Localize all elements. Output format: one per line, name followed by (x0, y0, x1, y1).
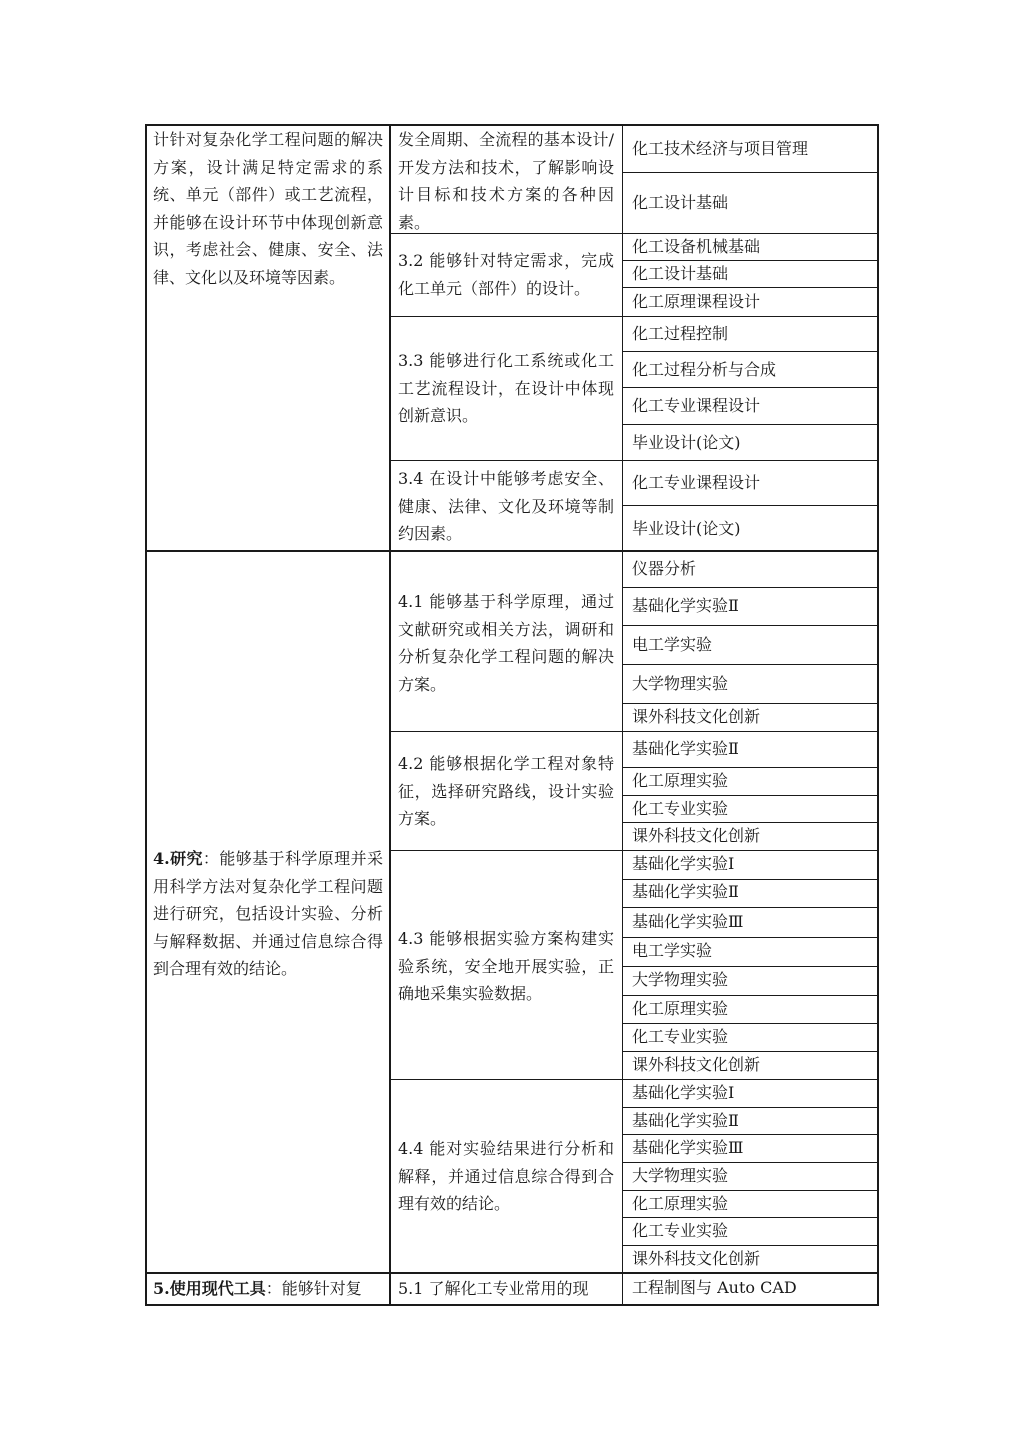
course-divider (622, 172, 879, 173)
indicator-3-3-text: 3.3 能够进行化工系统或化工工艺流程设计，在设计中体现创新意识。 (398, 351, 614, 425)
course-cell: 毕业设计(论文) (632, 433, 741, 452)
course-divider (622, 1190, 879, 1191)
column-divider-1 (389, 124, 391, 1306)
course-cell: 课外科技文化创新 (632, 707, 761, 726)
course-divider (622, 505, 879, 506)
indicator-divider (389, 316, 879, 317)
indicator-divider (389, 1079, 879, 1080)
course-cell: 基础化学实验Ⅲ (632, 1138, 744, 1157)
course-cell: 化工设备机械基础 (632, 237, 761, 256)
course-divider (622, 1245, 879, 1246)
course-divider (622, 1217, 879, 1218)
course-cell: 仪器分析 (632, 559, 697, 578)
course-divider (622, 879, 879, 880)
course-cell: 工程制图与 Auto CAD (632, 1278, 797, 1297)
course-cell: 化工设计基础 (632, 193, 729, 212)
course-cell: 化工专业实验 (632, 1027, 729, 1046)
course-cell: 课外科技文化创新 (632, 1249, 761, 1268)
course-divider (622, 703, 879, 704)
course-divider (622, 260, 879, 261)
course-cell: 毕业设计(论文) (632, 519, 741, 538)
requirement-3-text: 计针对复杂化学工程问题的解决方案，设计满足特定需求的系统、单元（部件）或工艺流程，并能够在设计环节中体现创新意识，考虑社会、健康、安全、法律、文化以及环境等因素。 (153, 130, 383, 287)
course-cell: 基础化学实验Ⅱ (632, 596, 739, 615)
indicator-3-1-text: 发全周期、全流程的基本设计/开发方法和技术，了解影响设计目标和技术方案的各种因素。 (398, 130, 614, 232)
requirement-4-body: ：能够基于科学原理并采用科学方法对复杂化学工程问题进行研究，包括设计实验、分析与解释数据、并通过信息综合得到合理有效的结论。 (153, 849, 383, 978)
table-border-bottom (145, 1304, 879, 1306)
course-cell: 大学物理实验 (632, 1166, 729, 1185)
indicator-4-2-text: 4.2 能够根据化学工程对象特征，选择研究路线，设计实验方案。 (398, 754, 614, 828)
course-cell: 化工专业课程设计 (632, 396, 761, 415)
requirement-5-body: ：能够针对复 (265, 1279, 362, 1298)
course-cell: 化工原理实验 (632, 771, 729, 790)
requirement-5-title: 5.使用现代工具 (153, 1279, 266, 1298)
indicator-divider (389, 850, 879, 851)
course-divider (622, 907, 879, 908)
course-cell: 课外科技文化创新 (632, 1055, 761, 1074)
indicator-4-4-text: 4.4 能对实验结果进行分析和解释，并通过信息综合得到合理有效的结论。 (398, 1139, 614, 1213)
course-cell: 电工学实验 (632, 635, 713, 654)
course-divider (622, 995, 879, 996)
course-divider (622, 937, 879, 938)
course-divider (622, 1134, 879, 1135)
course-cell: 化工专业实验 (632, 799, 729, 818)
course-divider (622, 287, 879, 288)
course-divider (622, 1162, 879, 1163)
course-divider (622, 1051, 879, 1052)
course-divider (622, 795, 879, 796)
course-divider (622, 664, 879, 665)
course-divider (622, 587, 879, 588)
course-cell: 化工原理实验 (632, 999, 729, 1018)
course-cell: 电工学实验 (632, 941, 713, 960)
indicator-3-2-text: 3.2 能够针对特定需求，完成化工单元（部件）的设计。 (398, 251, 614, 298)
indicator-4-3-text: 4.3 能够根据实验方案构建实验系统，安全地开展实验，正确地采集实验数据。 (398, 929, 614, 1003)
course-cell: 基础化学实验Ⅰ (632, 1083, 735, 1102)
indicator-divider (389, 460, 879, 461)
course-cell: 大学物理实验 (632, 674, 729, 693)
course-cell: 基础化学实验Ⅱ (632, 739, 739, 758)
course-cell: 化工原理实验 (632, 1194, 729, 1213)
course-divider (622, 387, 879, 388)
course-cell: 大学物理实验 (632, 970, 729, 989)
course-divider (622, 822, 879, 823)
indicator-3-4-text: 3.4 在设计中能够考虑安全、健康、法律、文化及环境等制约因素。 (398, 469, 614, 543)
indicator-4-1-text: 4.1 能够基于科学原理，通过文献研究或相关方法，调研和分析复杂化学工程问题的解决方案。 (398, 592, 614, 694)
requirement-4-text (153, 845, 383, 983)
course-cell: 化工过程控制 (632, 324, 729, 343)
course-cell: 化工技术经济与项目管理 (632, 139, 809, 158)
course-cell: 化工原理课程设计 (632, 292, 761, 311)
table-border-left (145, 124, 147, 1306)
requirement-4-title: 4.研究 (153, 849, 203, 868)
indicator-divider (389, 731, 879, 732)
course-divider (622, 1107, 879, 1108)
course-cell: 化工过程分析与合成 (632, 360, 777, 379)
course-divider (622, 424, 879, 425)
course-divider (622, 1023, 879, 1024)
course-divider (622, 625, 879, 626)
row-divider-block4-5 (145, 1272, 879, 1274)
course-cell: 化工专业课程设计 (632, 473, 761, 492)
course-cell: 化工专业实验 (632, 1221, 729, 1240)
course-cell: 基础化学实验Ⅱ (632, 882, 739, 901)
course-cell: 化工设计基础 (632, 264, 729, 283)
row-divider-block3-4 (145, 550, 879, 552)
course-cell: 课外科技文化创新 (632, 826, 761, 845)
course-divider (622, 767, 879, 768)
course-divider (622, 966, 879, 967)
course-cell: 基础化学实验Ⅲ (632, 912, 744, 931)
course-cell: 基础化学实验Ⅱ (632, 1111, 739, 1130)
course-cell: 基础化学实验Ⅰ (632, 854, 735, 873)
indicator-5-1-text: 5.1 了解化工专业常用的现 (398, 1279, 589, 1298)
requirement-5-text (153, 1275, 383, 1303)
course-divider (622, 351, 879, 352)
